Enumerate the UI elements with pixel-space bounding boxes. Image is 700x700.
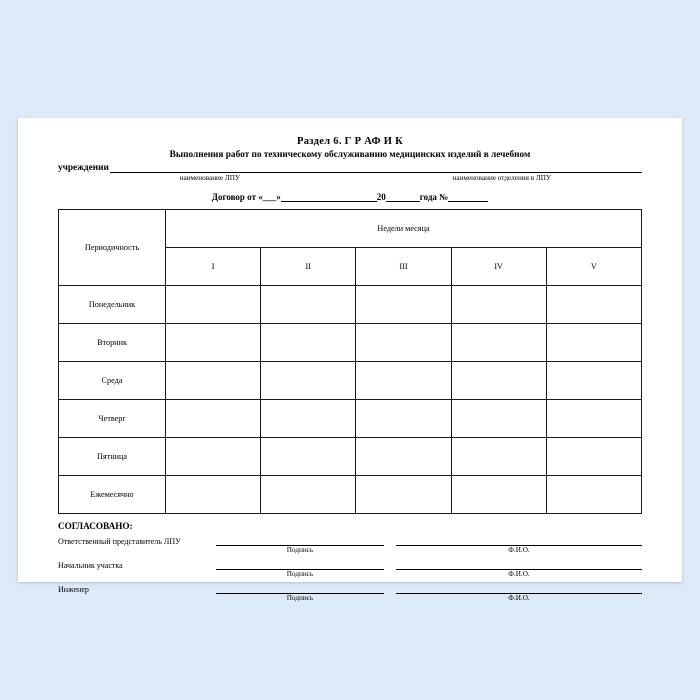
cell-tuesday-w4[interactable] [451, 324, 546, 362]
cell-wednesday-w1[interactable] [166, 362, 261, 400]
schedule-table [58, 209, 642, 514]
cell-friday-w4[interactable] [451, 438, 546, 476]
cell-thursday-w1[interactable] [166, 400, 261, 438]
signature-captions-responsible [58, 546, 642, 557]
cell-monday-w2[interactable] [261, 286, 356, 324]
signatory-label-responsible: Ответственный представитель ЛПУ [58, 537, 181, 546]
header-weeks: Недели месяца [166, 210, 642, 248]
document-page [18, 118, 682, 602]
institution-fill-line[interactable] [110, 162, 642, 173]
row-label-monday: Понедельник [59, 286, 166, 324]
cell-monthly-w3[interactable] [356, 476, 451, 514]
cell-friday-w2[interactable] [261, 438, 356, 476]
cell-monthly-w5[interactable] [546, 476, 641, 514]
spacer [58, 546, 216, 557]
signatory-label-chief: Начальник участка [58, 561, 123, 570]
cell-friday-w3[interactable] [356, 438, 451, 476]
institution-label: учреждении [58, 163, 109, 173]
caption-fio-2: Ф.И.О. [508, 570, 530, 578]
spacer [384, 594, 396, 605]
row-label-monthly: Ежемесячно [59, 476, 166, 514]
contract-number-sign: № [439, 192, 449, 202]
caption-lpu-name: наименование ЛПУ [179, 174, 241, 182]
cell-friday-w1[interactable] [166, 438, 261, 476]
contract-row [58, 191, 642, 202]
cell-wednesday-w4[interactable] [451, 362, 546, 400]
cell-wednesday-w5[interactable] [546, 362, 641, 400]
row-label-tuesday: Вторник [59, 324, 166, 362]
cell-thursday-w3[interactable] [356, 400, 451, 438]
signature-row-chief [58, 557, 642, 570]
caption-fio-3: Ф.И.О. [508, 594, 530, 602]
institution-captions [58, 174, 642, 182]
cell-tuesday-w5[interactable] [546, 324, 641, 362]
week-number-3: III [356, 248, 451, 286]
institution-row [58, 162, 642, 173]
cell-wednesday-w3[interactable] [356, 362, 451, 400]
cell-monday-w5[interactable] [546, 286, 641, 324]
signature-row-responsible [58, 533, 642, 546]
contract-month-line[interactable] [281, 191, 377, 202]
fio-line-engineer[interactable] [396, 582, 642, 594]
page-subtitle: Выполнения работ по техническому обслуживанию медицинских изделий в лечебном [169, 150, 531, 160]
table-row [59, 362, 642, 400]
cell-monday-w1[interactable] [166, 286, 261, 324]
cell-tuesday-w1[interactable] [166, 324, 261, 362]
week-number-2: II [261, 248, 356, 286]
caption-department-name: наименование отделения в ЛПУ [452, 174, 552, 182]
table-row [59, 438, 642, 476]
cell-monthly-w1[interactable] [166, 476, 261, 514]
caption-signature-2: Подпись [286, 570, 314, 578]
cell-wednesday-w2[interactable] [261, 362, 356, 400]
signature-line-chief[interactable] [216, 558, 384, 570]
caption-fio-1: Ф.И.О. [508, 546, 530, 554]
spacer [58, 594, 216, 605]
week-number-5: V [546, 248, 641, 286]
page-title: Раздел 6. Г Р АФ И К [297, 136, 403, 147]
contract-year: 20 [376, 192, 386, 202]
spacer [384, 546, 396, 557]
spacer [384, 570, 396, 581]
table-row [59, 286, 642, 324]
week-number-4: IV [451, 248, 546, 286]
spacer [58, 570, 216, 581]
cell-friday-w5[interactable] [546, 438, 641, 476]
table-header-row [59, 210, 642, 248]
cell-monthly-w4[interactable] [451, 476, 546, 514]
signature-captions-chief [58, 570, 642, 581]
document-content [58, 136, 642, 605]
row-label-thursday: Четверг [59, 400, 166, 438]
fio-line-chief[interactable] [396, 558, 642, 570]
approval-heading: СОГЛАСОВАНО: [58, 521, 133, 531]
week-number-1: I [166, 248, 261, 286]
cell-tuesday-w3[interactable] [356, 324, 451, 362]
cell-monday-w4[interactable] [451, 286, 546, 324]
cell-tuesday-w2[interactable] [261, 324, 356, 362]
contract-year-word: года [419, 192, 437, 202]
caption-signature-3: Подпись [286, 594, 314, 602]
header-periodicity: Периодичность [59, 210, 166, 286]
fio-line-responsible[interactable] [396, 534, 642, 546]
cell-thursday-w5[interactable] [546, 400, 641, 438]
table-row [59, 400, 642, 438]
caption-signature-1: Подпись [286, 546, 314, 554]
signature-line-responsible[interactable] [216, 534, 384, 546]
contract-prefix: Договор от «___» [211, 192, 281, 202]
signature-line-engineer[interactable] [216, 582, 384, 594]
cell-thursday-w2[interactable] [261, 400, 356, 438]
approval-block [58, 533, 642, 605]
cell-monthly-w2[interactable] [261, 476, 356, 514]
contract-number-line[interactable] [448, 191, 488, 202]
row-label-friday: Пятница [59, 438, 166, 476]
row-label-wednesday: Среда [59, 362, 166, 400]
signature-captions-engineer [58, 594, 642, 605]
table-row [59, 476, 642, 514]
signature-row-engineer [58, 581, 642, 594]
cell-monday-w3[interactable] [356, 286, 451, 324]
signatory-label-engineer: Инженер [58, 585, 89, 594]
contract-year-line[interactable] [386, 191, 420, 202]
table-row [59, 324, 642, 362]
cell-thursday-w4[interactable] [451, 400, 546, 438]
